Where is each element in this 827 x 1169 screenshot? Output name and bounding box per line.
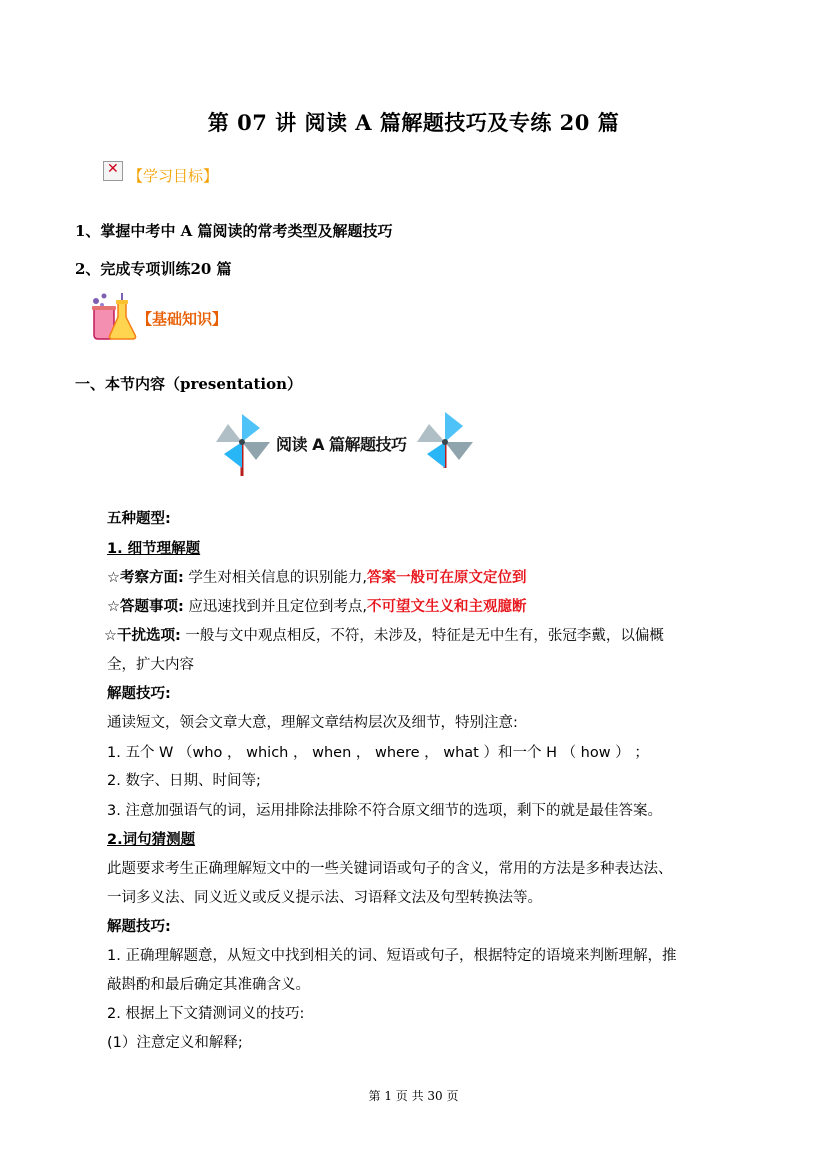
kc-line xyxy=(107,566,527,587)
objective-2: 2、完成专项训练20 篇 xyxy=(75,260,232,278)
pinwheel-icon-left xyxy=(216,414,270,476)
type1-heading: 1. 细节理解题 xyxy=(107,541,201,557)
tips-intro: 通读短文，领会文章大意，理解文章结构层次及细节，特别注意: xyxy=(107,715,518,731)
five-types-heading: 五种题型: xyxy=(107,511,171,527)
page-title: 第 07 讲 阅读 A 篇解题技巧及专练 20 篇 xyxy=(207,110,620,135)
gr-text2: 全，扩大内容 xyxy=(107,657,194,673)
tips-heading-2: 解题技巧: xyxy=(107,919,171,935)
banner-text: 阅读 A 篇解题技巧 xyxy=(276,435,407,454)
t2-tip-1a: 1. 正确理解题意，从短文中找到相关的词、短语或句子，根据特定的语境来判断理解，推 xyxy=(107,948,677,964)
kc-text: 学生对相关信息的识别能力, xyxy=(188,570,368,586)
learning-goal-label: 【学习目标】 xyxy=(128,167,219,185)
broken-image-icon xyxy=(103,161,123,181)
kc-label: ☆考察方面: xyxy=(107,570,184,586)
gr-label: ☆干扰选项: xyxy=(104,628,181,644)
type2-heading: 2.词句猜测题 xyxy=(107,832,196,848)
kc-red: 答案一般可在原文定位到 xyxy=(367,570,527,586)
dt-text: 应迅速找到并且定位到考点, xyxy=(188,599,368,615)
tip-2: 2. 数字、日期、时间等; xyxy=(107,773,261,789)
gr-text1: 一般与文中观点相反，不符，未涉及，特征是无中生有，张冠李戴，以偏概 xyxy=(185,628,664,644)
type2-paragraph-1: 此题要求考生正确理解短文中的一些关键词语或句子的含义，常用的方法是多种表达法、 xyxy=(107,861,673,877)
pinwheel-icon-right xyxy=(417,412,473,468)
t2-tip-3: (1）注意定义和解释; xyxy=(107,1035,243,1051)
section-heading: 一、本节内容（presentation） xyxy=(75,375,303,393)
flask-icon xyxy=(88,291,138,341)
tips-heading-1: 解题技巧: xyxy=(107,686,171,702)
dt-red: 不可望文生义和主观臆断 xyxy=(367,599,527,615)
t2-tip-2: 2. 根据上下文猜测词义的技巧: xyxy=(107,1006,305,1022)
page-footer: 第 1 页 共 30 页 xyxy=(368,1089,459,1103)
tip-1: 1. 五个 W （who ， which ， when ， where ， what ）和一个 H （ how ） ； xyxy=(107,745,649,761)
basic-knowledge-label: 【基础知识】 xyxy=(137,310,228,328)
tip-3: 3. 注意加强语气的词，运用排除法排除不符合原文细节的选项，剩下的就是最佳答案。 xyxy=(107,803,662,819)
dt-label: ☆答题事项: xyxy=(107,599,184,615)
type2-paragraph-2: 一词多义法、同义近义或反义提示法、习语释文法及句型转换法等。 xyxy=(107,890,542,906)
t2-tip-1b: 敲斟酌和最后确定其准确含义。 xyxy=(107,977,310,993)
gr-line xyxy=(104,624,664,645)
dt-line xyxy=(107,595,527,616)
objective-1: 1、掌握中考中 A 篇阅读的常考类型及解题技巧 xyxy=(75,222,393,240)
